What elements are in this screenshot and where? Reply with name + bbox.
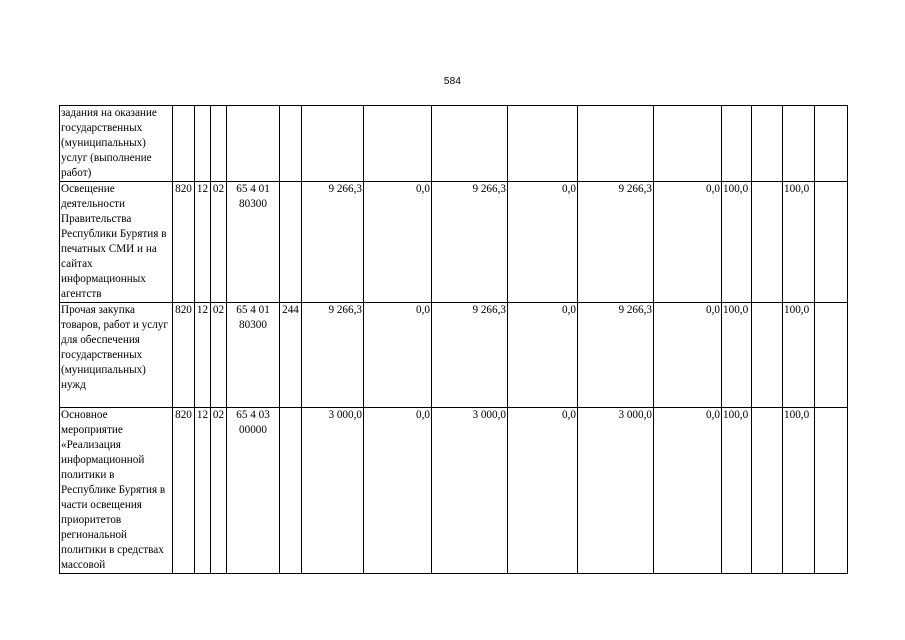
table-cell: 0,0 bbox=[508, 408, 578, 574]
table-cell: 100,0 bbox=[783, 408, 815, 574]
row-name-cell: Прочая закупка товаров, работ и услуг для обеспечения государственных (муниципальных) нужд bbox=[60, 303, 173, 408]
table-cell: 9 266,3 bbox=[578, 303, 654, 408]
budget-table bbox=[59, 105, 848, 574]
table-cell: 12 bbox=[195, 303, 211, 408]
table-cell: 02 bbox=[211, 182, 227, 303]
table-cell bbox=[815, 408, 848, 574]
table-cell: 9 266,3 bbox=[302, 182, 364, 303]
row-name-cell: Освещение деятельности Правительства Республики Бурятия в печатных СМИ и на сайтах информационных агентств bbox=[60, 182, 173, 303]
table-cell: 9 266,3 bbox=[578, 182, 654, 303]
table-cell: 3 000,0 bbox=[302, 408, 364, 574]
page-number: 584 bbox=[443, 76, 462, 87]
table-cell bbox=[815, 303, 848, 408]
table-cell bbox=[783, 106, 815, 182]
table-cell bbox=[722, 106, 752, 182]
table-cell: 65 4 03 00000 bbox=[227, 408, 280, 574]
table-cell bbox=[752, 408, 783, 574]
table-cell: 3 000,0 bbox=[578, 408, 654, 574]
table-cell bbox=[302, 106, 364, 182]
table-cell: 9 266,3 bbox=[302, 303, 364, 408]
table-cell: 02 bbox=[211, 408, 227, 574]
table-cell: 100,0 bbox=[783, 303, 815, 408]
table-cell bbox=[280, 182, 302, 303]
table-cell bbox=[211, 106, 227, 182]
table-cell: 9 266,3 bbox=[432, 182, 508, 303]
table-cell bbox=[752, 182, 783, 303]
table-cell: 100,0 bbox=[722, 303, 752, 408]
table-row bbox=[60, 408, 848, 574]
table-cell: 244 bbox=[280, 303, 302, 408]
table-cell: 65 4 01 80300 bbox=[227, 182, 280, 303]
table-cell: 820 bbox=[173, 182, 195, 303]
table-cell: 0,0 bbox=[654, 303, 722, 408]
table-cell bbox=[654, 106, 722, 182]
table-cell bbox=[280, 408, 302, 574]
table-cell: 100,0 bbox=[722, 182, 752, 303]
table-cell: 820 bbox=[173, 303, 195, 408]
table-cell: 02 bbox=[211, 303, 227, 408]
table-cell: 0,0 bbox=[364, 303, 432, 408]
table-cell bbox=[173, 106, 195, 182]
table-cell bbox=[280, 106, 302, 182]
table-row bbox=[60, 303, 848, 408]
table-cell: 12 bbox=[195, 408, 211, 574]
table-cell: 12 bbox=[195, 182, 211, 303]
table-cell: 100,0 bbox=[722, 408, 752, 574]
table-cell bbox=[815, 106, 848, 182]
table-cell bbox=[508, 106, 578, 182]
table-cell: 0,0 bbox=[654, 182, 722, 303]
table-cell: 100,0 bbox=[783, 182, 815, 303]
table-cell: 0,0 bbox=[508, 303, 578, 408]
table-cell bbox=[195, 106, 211, 182]
table-cell bbox=[815, 182, 848, 303]
table-cell bbox=[578, 106, 654, 182]
table-cell bbox=[752, 106, 783, 182]
table-cell bbox=[227, 106, 280, 182]
table-cell: 3 000,0 bbox=[432, 408, 508, 574]
table-cell: 0,0 bbox=[364, 408, 432, 574]
row-name-cell: задания на оказание государственных (муниципальных) услуг (выполнение работ) bbox=[60, 106, 173, 182]
table-cell bbox=[752, 303, 783, 408]
row-name-cell: Основное мероприятие «Реализация информационной политики в Республике Бурятия в части освещения приоритетов региональной политики в средствах массовой bbox=[60, 408, 173, 574]
table-cell: 65 4 01 80300 bbox=[227, 303, 280, 408]
table-row bbox=[60, 182, 848, 303]
table-cell: 0,0 bbox=[508, 182, 578, 303]
table-cell: 0,0 bbox=[364, 182, 432, 303]
table-cell: 0,0 bbox=[654, 408, 722, 574]
table-cell bbox=[364, 106, 432, 182]
table-row bbox=[60, 106, 848, 182]
table-cell: 9 266,3 bbox=[432, 303, 508, 408]
table-cell: 820 bbox=[173, 408, 195, 574]
table-cell bbox=[432, 106, 508, 182]
